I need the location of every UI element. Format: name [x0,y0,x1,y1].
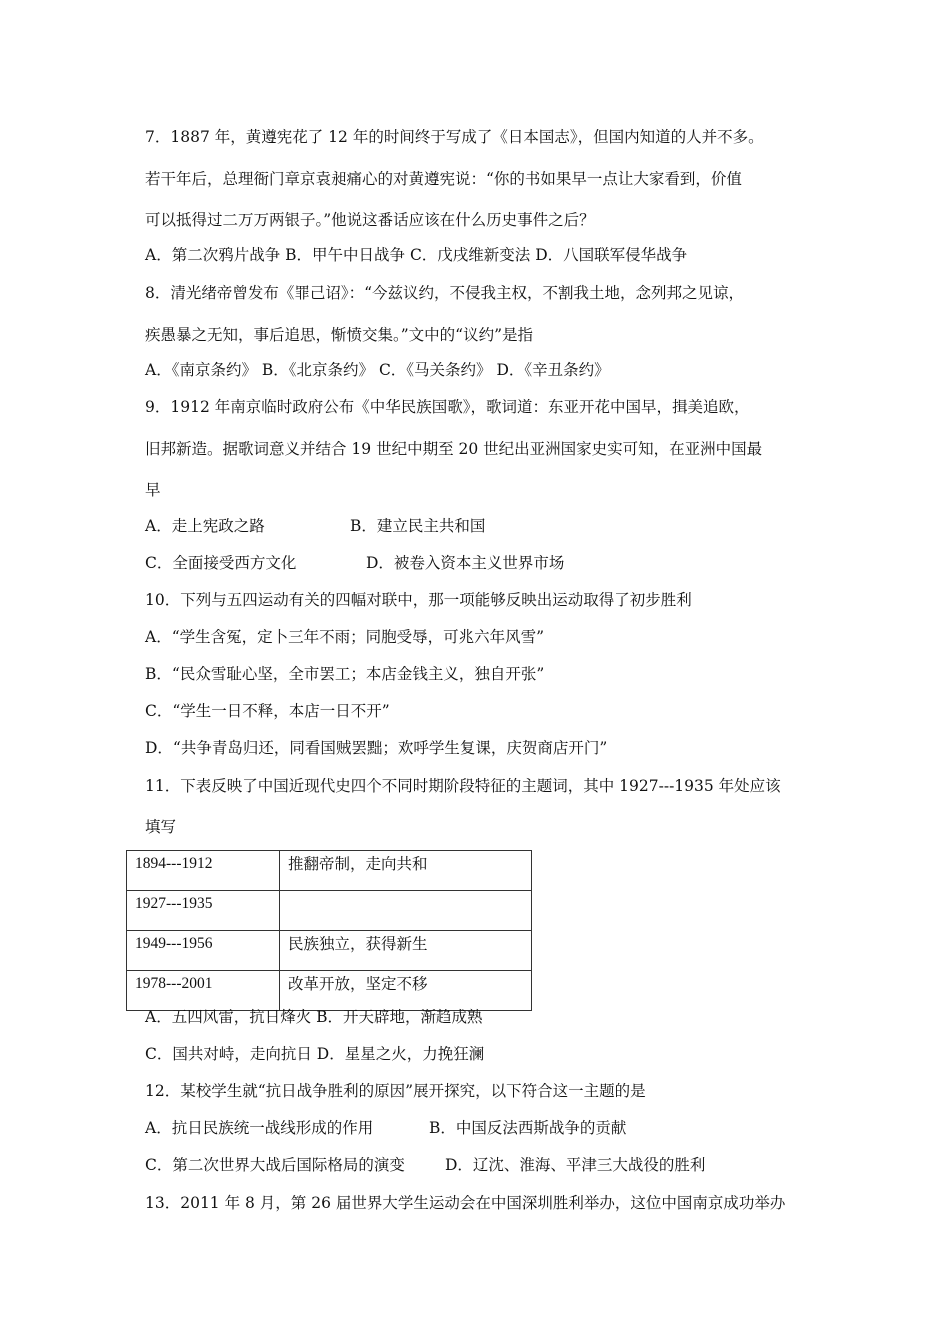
q8-options: A．《南京条约》 B．《北京条约》 C．《马关条约》 D．《辛丑条约》 [145,361,610,379]
q7-options: A．第二次鸦片战争 B．甲午中日战争 C．戊戌维新变法 D．八国联军侵华战争 [145,246,688,264]
q10-option-d: D．“共争青岛归还，同看国贼罢黜；欢呼学生复课，庆贺商店开门” [145,739,608,757]
q12-line-1: 12．某校学生就“抗日战争胜利的原因”展开探究，以下符合这一主题的是 [145,1082,646,1100]
q10-line-1: 10．下列与五四运动有关的四幅对联中，那一项能够反映出运动取得了初步胜利 [145,591,692,609]
table-row [127,851,532,891]
q12-option-d: D．辽沈、淮海、平津三大战役的胜利 [445,1156,706,1174]
q9-option-c: C．全面接受西方文化 [145,554,297,572]
q9-option-a: A．走上宪政之路 [145,517,265,535]
period-cell: 1978---2001 [127,971,280,1011]
table-row [127,891,532,931]
q9-line-2: 旧邦新造。据歌词意义并结合 19 世纪中期至 20 世纪出亚洲国家史实可知，在亚洲中国最 [145,440,763,458]
q8-line-1: 8．清光绪帝曾发布《罪己诏》：“今兹议约，不侵我主权，不割我土地，念列邦之见谅， [145,284,745,302]
q9-option-d: D．被卷入资本主义世界市场 [366,554,565,572]
q7-line-1: 7．1887 年，黄遵宪花了 12 年的时间终于写成了《日本国志》，但国内知道的人并不多。 [145,128,764,146]
q12-option-b: B．中国反法西斯战争的贡献 [429,1119,627,1137]
period-cell: 1927---1935 [127,891,280,931]
q12-option-c: C．第二次世界大战后国际格局的演变 [145,1156,405,1174]
q11-options-cd: C．国共对峙，走向抗日 D．星星之火，力挽狂澜 [145,1045,485,1063]
q10-option-a: A．“学生含冤，定卜三年不雨；同胞受辱，可兆六年风雪” [145,628,545,646]
q7-line-3: 可以抵得过二万万两银子。”他说这番话应该在什么历史事件之后？ [145,211,595,229]
q10-option-c: C．“学生一日不释，本店一日不开” [145,702,390,720]
theme-cell [280,891,532,931]
table-row [127,931,532,971]
q7-line-2: 若干年后，总理衙门章京袁昶痛心的对黄遵宪说：“你的书如果早一点让大家看到，价值 [145,170,742,188]
q9-option-b: B．建立民主共和国 [350,517,486,535]
theme-cell: 民族独立，获得新生 [280,931,532,971]
period-cell: 1949---1956 [127,931,280,971]
table-row [127,971,532,1011]
q11-options-ab: A．五四风雷，抗日烽火 B．开天辟地，渐趋成熟 [145,1008,483,1026]
q11-line-1: 11．下表反映了中国近现代史四个不同时期阶段特征的主题词，其中 1927---1935 年处应该 [145,777,781,795]
q11-line-2: 填写 [145,818,177,836]
q9-line-3: 早 [145,481,161,499]
theme-cell: 推翻帝制，走向共和 [280,851,532,891]
q10-option-b: B．“民众雪耻心坚，全市罢工；本店金钱主义，独自开张” [145,665,545,683]
period-table [126,850,532,1011]
q8-line-2: 疾愚暴之无知，事后追思，惭愤交集。”文中的“议约”是指 [145,326,534,344]
period-cell: 1894---1912 [127,851,280,891]
q12-option-a: A．抗日民族统一战线形成的作用 [145,1119,374,1137]
theme-cell: 改革开放，坚定不移 [280,971,532,1011]
q9-line-1: 9．1912 年南京临时政府公布《中华民族国歌》，歌词道：东亚开花中国早，揖美追欧， [145,398,750,416]
q13-line-1: 13．2011 年 8 月，第 26 届世界大学生运动会在中国深圳胜利举办，这位中国南京成功举办 [145,1194,786,1212]
